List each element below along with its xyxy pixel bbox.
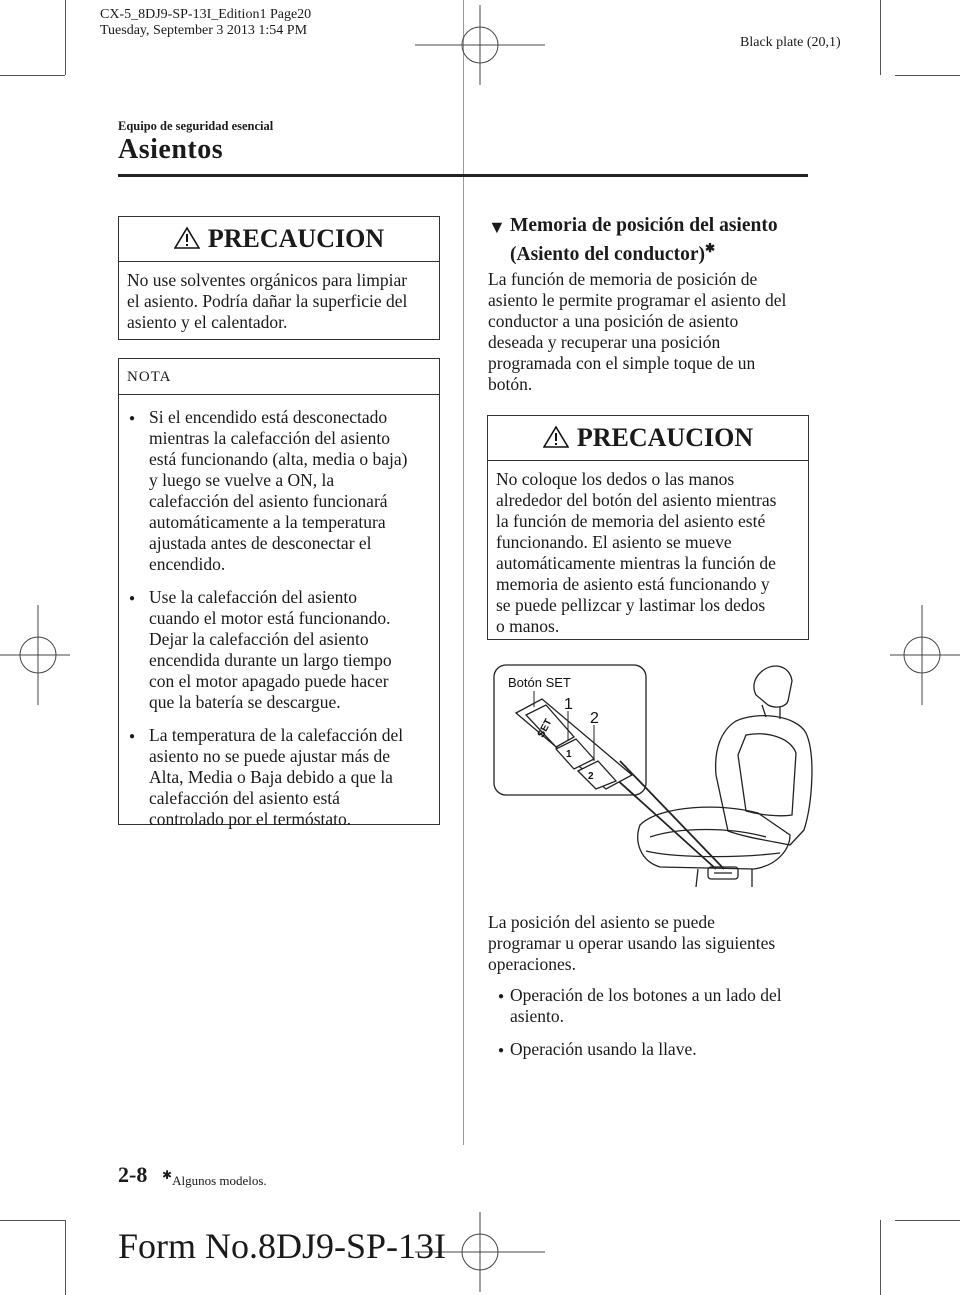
text-line: mientras la calefacción del asiento [149,428,390,448]
warning-icon [543,425,569,449]
text-line: programada con el simple toque de un [488,353,756,373]
plate-label: Black plate (20,1) [740,35,841,50]
text-line: memoria de asiento está funcionando y [496,574,770,594]
operation-bullet [488,1039,818,1060]
text-line: asiento y el calentador. [127,312,288,332]
crop-mark [895,75,960,76]
note-bullet [119,725,433,830]
page-title: Asientos [118,134,224,165]
text-line: No coloque los dedos o las manos [496,469,735,489]
text-line: automáticamente mientras la función de [496,553,776,573]
button-2-label: 2 [588,771,594,782]
note-heading: NOTA [119,359,439,395]
text-line: asiento le permite programar el asiento del [488,290,787,310]
leader-line [620,761,724,869]
operations-paragraph [488,912,818,1060]
heading-line: (Asiento del conductor) [510,244,705,265]
seat-memory-figure [490,655,820,895]
text-line: cuando el motor está funcionando. [149,608,391,628]
star-marker: ✱ [704,241,716,255]
text-line: alrededor del botón del asiento mientras [496,490,777,510]
caution-box [118,216,440,340]
text-line: que la batería se descargue. [149,692,341,712]
text-line: el asiento. Podría dañar la superficie del [127,291,408,311]
callout-number-1: 1 [564,696,573,713]
text-line: automáticamente a la temperatura [149,512,386,532]
print-file-line: CX-5_8DJ9-SP-13I_Edition1 Page20 [100,7,312,22]
text-line: ● Use la calefacción del asiento [149,587,357,607]
text-line: calefacción del asiento está [149,788,340,808]
title-rule [118,174,808,177]
text-line: botón. [488,374,533,394]
text-line: Alta, Media o Baja debido a que la [149,767,393,787]
text-line: funcionando. El asiento se mueve [496,532,732,552]
text-line: o manos. [496,616,560,636]
text-line: ● La temperatura de la calefacción del [149,725,404,745]
print-date-line: Tuesday, September 3 2013 1:54 PM [100,23,308,38]
registration-target-icon [890,605,960,705]
text-line: ● Si el encendido está desconectado [149,407,388,427]
heading-line: Memoria de posición del asiento [510,215,778,236]
text-line: La posición del asiento se puede [488,912,715,932]
note-bullet [119,587,433,713]
footer-note-text: Algunos modelos. [172,1173,267,1188]
crop-mark [880,1220,881,1295]
caution-box [487,415,809,640]
note-list [119,407,439,830]
text-line: ajustada antes de desconectar el [149,533,372,553]
triangle-marker-icon: ▼ [488,217,506,237]
callout-label: Botón SET [508,675,571,690]
text-line: La función de memoria de posición de [488,269,758,289]
callout-number-2: 2 [590,710,599,727]
crop-mark [65,1220,66,1295]
crop-mark [65,0,66,75]
text-line: ● Operación usando la llave. [510,1039,697,1059]
crop-mark [0,75,65,76]
intro-paragraph [488,269,818,395]
caution-header [119,217,439,262]
section-label: Equipo de seguridad esencial [118,119,274,133]
text-line: ● Operación de los botones a un lado del [510,985,782,1005]
text-line: conductor a una posición de asiento [488,311,739,331]
text-line: calefacción del asiento funcionará [149,491,388,511]
text-line: programar u operar usando las siguientes [488,933,776,953]
text-line: se puede pellizcar y lastimar los dedos [496,595,766,615]
driver-seat-illustration [638,666,812,887]
text-line: No use solventes orgánicos para limpiar [127,270,408,290]
text-line: asiento no se puede ajustar más de [149,746,391,766]
page-number: 2-8 [118,1162,148,1187]
star-marker: ✱ [162,1168,173,1182]
text-line: la función de memoria del asiento esté [496,511,766,531]
caution-heading: PRECAUCION [576,423,754,452]
center-rule [463,0,464,1145]
text-line: controlado por el termóstato. [149,809,352,829]
warning-icon [174,226,200,250]
text-line: encendido. [149,554,226,574]
text-line: encendida durante un largo tiempo [149,650,392,670]
caution-heading: PRECAUCION [207,224,385,253]
subsection-heading [488,214,818,266]
crop-mark [0,1220,65,1221]
operation-bullet [488,985,818,1027]
footer-note [162,1168,267,1189]
text-line: asiento. [510,1006,564,1026]
note-bullet [119,407,433,575]
caution-text [119,262,439,341]
crop-mark [880,0,881,75]
text-line: con el motor apagado puede hacer [149,671,389,691]
text-line: Dejar la calefacción del asiento [149,629,369,649]
text-line: y luego se vuelve a ON, la [149,470,335,490]
caution-text [488,461,808,645]
registration-target-icon [0,605,70,705]
text-line: está funcionando (alta, media o baja) [149,449,408,469]
note-box [118,358,440,829]
text-line: deseada y recuperar una posición [488,332,721,352]
text-line: operaciones. [488,954,576,974]
form-number: Form No.8DJ9-SP-13I [118,1226,447,1266]
caution-header [488,416,808,461]
button-1-label: 1 [566,749,572,760]
crop-mark [895,1220,960,1221]
set-button-label: SET [535,717,555,740]
registration-target-icon [415,5,545,85]
